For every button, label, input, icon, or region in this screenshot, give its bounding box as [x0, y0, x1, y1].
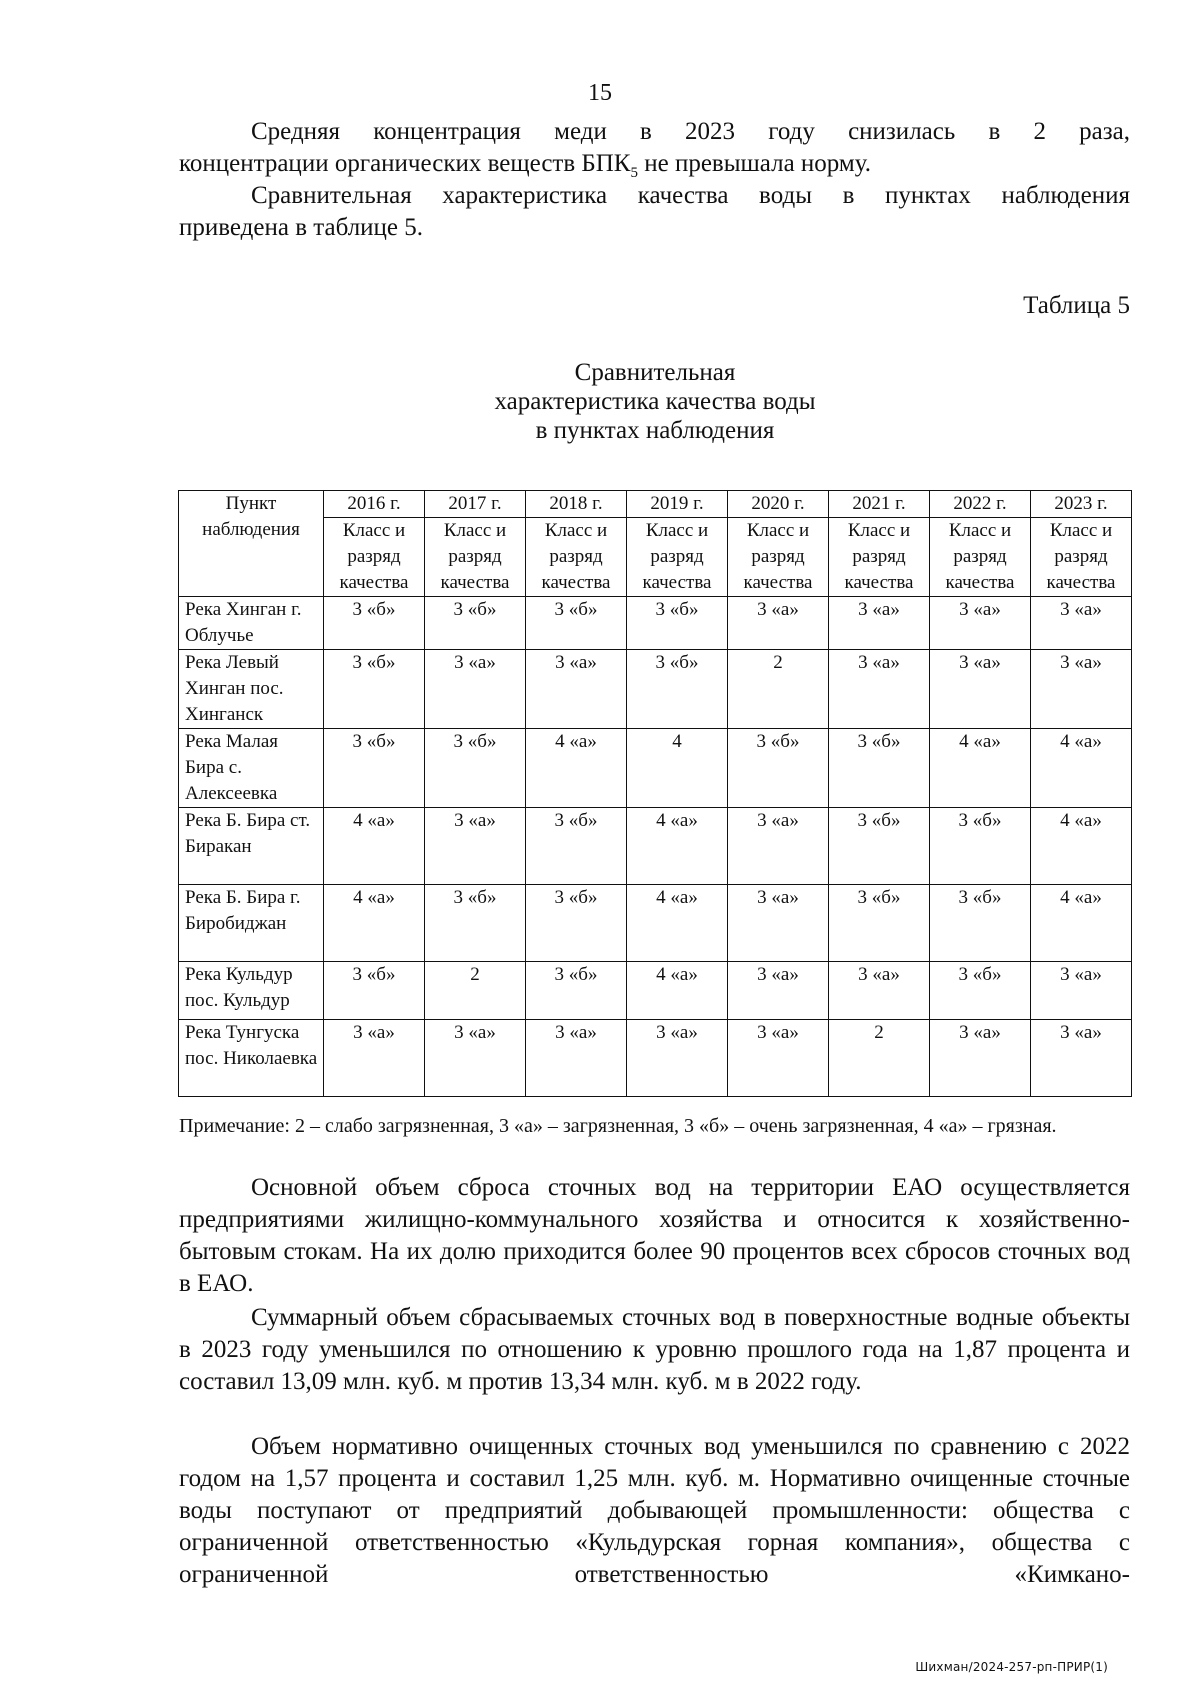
cell-quality-class: 2 [728, 650, 829, 729]
table-title [0, 358, 1200, 445]
cell-quality-class: 3 «б» [324, 729, 425, 808]
cell-quality-class: 2 [829, 1020, 930, 1097]
table-header-row [179, 491, 1132, 597]
cell-quality-class: 4 «а» [930, 729, 1031, 808]
page-number: 15 [588, 80, 612, 106]
water-quality-table [178, 490, 1132, 1097]
cell-quality-class: 3 «б» [930, 962, 1031, 1020]
bod-subscript: 5 [630, 165, 638, 181]
paragraph-copper-line2-pre: концентрации органических веществ БПК [179, 150, 631, 177]
header-class-grade: Класс и разряд качества [541, 520, 611, 593]
cell-quality-class: 3 «а» [728, 597, 829, 650]
cell-quality-class: 3 «а» [930, 597, 1031, 650]
cell-quality-class: 3 «а» [1031, 962, 1132, 1020]
cell-quality-class: 4 «а» [1031, 885, 1132, 962]
cell-quality-class: 3 «б» [930, 808, 1031, 885]
paragraph-copper [179, 116, 1130, 189]
header-year-col [425, 491, 526, 597]
cell-quality-class: 3 «а» [728, 1020, 829, 1097]
cell-quality-class: 3 «а» [930, 1020, 1031, 1097]
cell-quality-class: 3 «а» [829, 962, 930, 1020]
cell-quality-class: 3 «б» [425, 885, 526, 962]
paragraph-copper-line1: Средняя концентрация меди в 2023 году снизилась в 2 раза, [251, 118, 1130, 145]
cell-observation-point: Река Кульдур пос. Кульдур [179, 962, 324, 1020]
cell-quality-class: 3 «б» [627, 650, 728, 729]
cell-observation-point: Река Тунгуска пос. Николаевка [179, 1020, 324, 1097]
cell-quality-class: 3 «б» [526, 597, 627, 650]
header-year-col [728, 491, 829, 597]
paragraph-table-reference-line1: Сравнительная характеристика качества воды в пунктах наблюдения [251, 182, 1130, 209]
table-row [179, 729, 1132, 808]
cell-quality-class: 3 «а» [526, 1020, 627, 1097]
cell-quality-class: 4 «а» [1031, 808, 1132, 885]
header-year: 2018 г. [526, 491, 626, 518]
table-note: Примечание: 2 – слабо загрязненная, 3 «а» – загрязненная, 3 «б» – очень загрязненная, 4 «а» – грязная. [179, 1115, 1057, 1137]
header-year-col [930, 491, 1031, 597]
header-year: 2016 г. [324, 491, 424, 518]
header-year: 2021 г. [829, 491, 929, 518]
cell-quality-class: 3 «б» [324, 597, 425, 650]
cell-quality-class: 3 «а» [1031, 650, 1132, 729]
header-class-grade: Класс и разряд качества [1046, 520, 1116, 593]
table-label: Таблица 5 [1023, 292, 1130, 319]
cell-quality-class: 3 «а» [425, 808, 526, 885]
cell-observation-point: Река Хинган г. Облучье [179, 597, 324, 650]
cell-quality-class: 4 «а» [627, 885, 728, 962]
header-year: 2019 г. [627, 491, 727, 518]
paragraph-total-discharge: Суммарный объем сбрасываемых сточных вод в поверхностные водные объекты в 2023 году уменьшился по отношению к уровню прошлого года на 1,87 процента и составил 13,09 млн. куб. м против 13,34 млн. куб. м в 2022 году. [179, 1304, 1130, 1395]
header-class-grade: Класс и разряд качества [339, 520, 409, 593]
cell-quality-class: 3 «а» [526, 650, 627, 729]
cell-quality-class: 4 «а» [324, 808, 425, 885]
table-row [179, 962, 1132, 1020]
header-year-col [324, 491, 425, 597]
paragraph-discharge-volume: Основной объем сброса сточных вод на территории ЕАО осуществляется предприятиями жилищно-коммунального хозяйства и относится к хозяйственно-бытовым стокам. На их долю приходится более 90 процентов всех сбросов сточных вод в ЕАО. [179, 1174, 1130, 1297]
cell-quality-class: 3 «б» [324, 962, 425, 1020]
header-class-grade: Класс и разряд качества [440, 520, 510, 593]
paragraph-table-reference [179, 180, 1130, 244]
cell-quality-class: 3 «а» [324, 1020, 425, 1097]
table-title-line: Сравнительная [574, 359, 736, 386]
cell-quality-class: 4 [627, 729, 728, 808]
cell-quality-class: 3 «б» [425, 729, 526, 808]
table-row [179, 1020, 1132, 1097]
header-year: 2017 г. [425, 491, 525, 518]
header-year-col [526, 491, 627, 597]
cell-quality-class: 3 «б» [526, 808, 627, 885]
cell-quality-class: 3 «а» [728, 962, 829, 1020]
table-row [179, 808, 1132, 885]
cell-quality-class: 4 «а» [1031, 729, 1132, 808]
cell-quality-class: 3 «а» [829, 597, 930, 650]
header-year: 2020 г. [728, 491, 828, 518]
table-row [179, 885, 1132, 962]
cell-quality-class: 3 «а» [930, 650, 1031, 729]
cell-observation-point: Река Б. Бира ст. Биракан [179, 808, 324, 885]
header-observation-point: Пункт наблюдения [179, 491, 324, 597]
header-class-grade: Класс и разряд качества [844, 520, 914, 593]
cell-quality-class: 3 «а» [728, 808, 829, 885]
cell-quality-class: 3 «б» [829, 885, 930, 962]
table-row [179, 597, 1132, 650]
cell-quality-class: 2 [425, 962, 526, 1020]
cell-quality-class: 3 «б» [526, 885, 627, 962]
table-title-line: характеристика качества воды [494, 388, 816, 415]
cell-quality-class: 4 «а» [627, 962, 728, 1020]
paragraph-table-reference-line2: приведена в таблице 5. [179, 214, 424, 241]
header-class-grade: Класс и разряд качества [945, 520, 1015, 593]
table-row [179, 650, 1132, 729]
header-year: 2022 г. [930, 491, 1030, 518]
cell-observation-point: Река Б. Бира г. Биробиджан [179, 885, 324, 962]
header-class-grade: Класс и разряд качества [642, 520, 712, 593]
cell-quality-class: 4 «а» [526, 729, 627, 808]
cell-quality-class: 4 «а» [324, 885, 425, 962]
cell-quality-class: 3 «а» [829, 650, 930, 729]
cell-quality-class: 3 «б» [324, 650, 425, 729]
cell-quality-class: 3 «б» [526, 962, 627, 1020]
cell-quality-class: 3 «а» [425, 650, 526, 729]
cell-quality-class: 4 «а» [627, 808, 728, 885]
header-year: 2023 г. [1031, 491, 1131, 518]
cell-quality-class: 3 «а» [728, 885, 829, 962]
cell-quality-class: 3 «б» [829, 729, 930, 808]
cell-quality-class: 3 «б» [829, 808, 930, 885]
cell-quality-class: 3 «б» [425, 597, 526, 650]
cell-quality-class: 3 «б» [627, 597, 728, 650]
header-year-col [829, 491, 930, 597]
cell-quality-class: 3 «б» [728, 729, 829, 808]
cell-quality-class: 3 «а» [627, 1020, 728, 1097]
paragraph-copper-line2-post: не превышала норму. [637, 150, 871, 177]
cell-quality-class: 3 «а» [1031, 1020, 1132, 1097]
paragraph-treated-wastewater: Объем нормативно очищенных сточных вод уменьшился по сравнению с 2022 годом на 1,57 процента и составил 1,25 млн. куб. м. Нормативно очищенные сточные воды поступают от предприятий добывающей промышленности: общества с ограниченной ответственностью «Кульдурская горная компания», общества с ограниченной ответственностью «Кимкано- [179, 1433, 1130, 1588]
table-title-line: в пунктах наблюдения [535, 417, 775, 444]
cell-observation-point: Река Левый Хинган пос. Хинганск [179, 650, 324, 729]
cell-quality-class: 3 «а» [1031, 597, 1132, 650]
header-year-col [627, 491, 728, 597]
header-year-col [1031, 491, 1132, 597]
header-class-grade: Класс и разряд качества [743, 520, 813, 593]
cell-quality-class: 3 «б» [930, 885, 1031, 962]
cell-observation-point: Река Малая Бира с. Алексеевка [179, 729, 324, 808]
cell-quality-class: 3 «а» [425, 1020, 526, 1097]
document-footer-code: Шихман/2024-257-рп-ПРИР(1) [915, 1660, 1108, 1674]
